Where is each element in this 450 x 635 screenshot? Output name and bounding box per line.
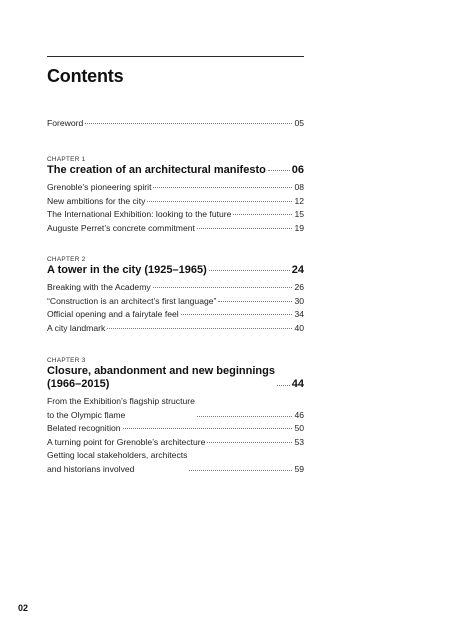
- toc-entry[interactable]: [47, 422, 304, 436]
- toc-entry-page: 08: [294, 182, 304, 192]
- chapter-page: 06: [291, 164, 304, 176]
- dot-leader: [153, 287, 293, 288]
- dot-leader: [268, 170, 290, 171]
- toc-entry[interactable]: [47, 281, 304, 295]
- chapter-title-line: (1966–2015): [47, 378, 110, 390]
- toc-entry-title: A city landmark: [47, 322, 106, 333]
- toc-entry-page: 53: [294, 436, 304, 447]
- toc-entry-page: 12: [294, 195, 304, 206]
- chapter-title: A tower in the city (1925–1965): [47, 264, 207, 276]
- dot-leader: [147, 201, 292, 202]
- chapter-page: 24: [291, 264, 304, 276]
- chapter-label: CHAPTER 2: [47, 256, 86, 263]
- toc-entry-title: The International Exhibition: looking to the future: [47, 209, 232, 219]
- dot-leader: [153, 187, 292, 188]
- toc-entry-page: 30: [294, 295, 304, 306]
- chapter-title-line: Closure, abandonment and new beginnings: [47, 365, 275, 377]
- toc-entry-title: Grenoble’s pioneering spirit: [47, 182, 152, 192]
- toc-entry[interactable]: [47, 181, 304, 195]
- dot-leader: [233, 214, 292, 215]
- toc-entry-title: [47, 395, 195, 422]
- toc-entry-title-line: and historians involved: [47, 463, 135, 474]
- toc-entry-title: Breaking with the Academy: [47, 282, 151, 292]
- toc-entry-page: 05: [294, 118, 304, 128]
- dot-leader: [277, 385, 290, 386]
- chapter-title: [47, 365, 275, 391]
- dot-leader: [181, 314, 293, 315]
- dot-leader: [218, 301, 292, 302]
- toc-entry[interactable]: [47, 449, 304, 476]
- toc-entry-page: 59: [294, 463, 304, 474]
- dot-leader: [197, 228, 293, 229]
- dot-leader: [209, 270, 290, 271]
- chapter-heading[interactable]: [47, 264, 304, 277]
- toc-entry-page: 46: [294, 409, 304, 420]
- toc-entry[interactable]: [47, 395, 304, 422]
- top-rule: [47, 56, 304, 57]
- toc-entry[interactable]: [47, 117, 304, 131]
- toc-entry-title: Belated recognition: [47, 423, 121, 433]
- toc-entry[interactable]: [47, 322, 304, 336]
- chapter-heading[interactable]: [47, 365, 304, 391]
- toc-entry-title-line: Getting local stakeholders, architects: [47, 450, 188, 460]
- toc-chapter-2: [47, 256, 304, 335]
- toc-entry-page: 15: [294, 209, 304, 219]
- toc-entry[interactable]: [47, 222, 304, 236]
- toc-entry-title: “Construction is an architect’s first language”: [47, 295, 217, 306]
- dot-leader: [123, 428, 293, 429]
- toc-entry-title-line: to the Olympic flame: [47, 409, 126, 420]
- toc-entry-page: 40: [294, 322, 304, 333]
- toc-entry-title: Foreword: [47, 118, 84, 128]
- toc-entry-title: Official opening and a fairytale feel: [47, 309, 179, 319]
- dot-leader: [189, 470, 292, 471]
- toc-entry-page: 50: [294, 423, 304, 433]
- toc-entry-title: A turning point for Grenoble’s architecture: [47, 436, 206, 447]
- dot-leader: [197, 416, 293, 417]
- chapter-heading[interactable]: [47, 164, 304, 177]
- toc-entry-page: 26: [294, 282, 304, 292]
- chapter-label: CHAPTER 3: [47, 357, 86, 364]
- toc-chapter-1: [47, 156, 304, 235]
- toc-entry-page: 19: [294, 222, 304, 233]
- toc-chapter-3: [47, 357, 304, 476]
- chapter-page: 44: [291, 378, 304, 390]
- toc-entry[interactable]: [47, 195, 304, 209]
- dot-leader: [107, 328, 292, 329]
- toc-entry-title: [47, 449, 187, 476]
- chapter-label: CHAPTER 1: [47, 156, 86, 163]
- toc-entry[interactable]: [47, 436, 304, 450]
- toc-entry-title: Auguste Perret’s concrete commitment: [47, 222, 195, 233]
- toc-entry[interactable]: [47, 308, 304, 322]
- dot-leader: [85, 123, 292, 124]
- toc-entry[interactable]: [47, 295, 304, 309]
- dot-leader: [207, 442, 292, 443]
- chapter-title: The creation of an architectural manifesto: [47, 164, 266, 176]
- toc-entry-page: 34: [294, 309, 304, 319]
- toc-entry-title-line: From the Exhibition’s flagship structure: [47, 396, 195, 406]
- page-title: Contents: [47, 66, 124, 86]
- toc-foreword: [47, 117, 304, 131]
- page-number: 02: [18, 603, 29, 613]
- toc-entry-title: New ambitions for the city: [47, 195, 146, 206]
- toc-entry[interactable]: [47, 208, 304, 222]
